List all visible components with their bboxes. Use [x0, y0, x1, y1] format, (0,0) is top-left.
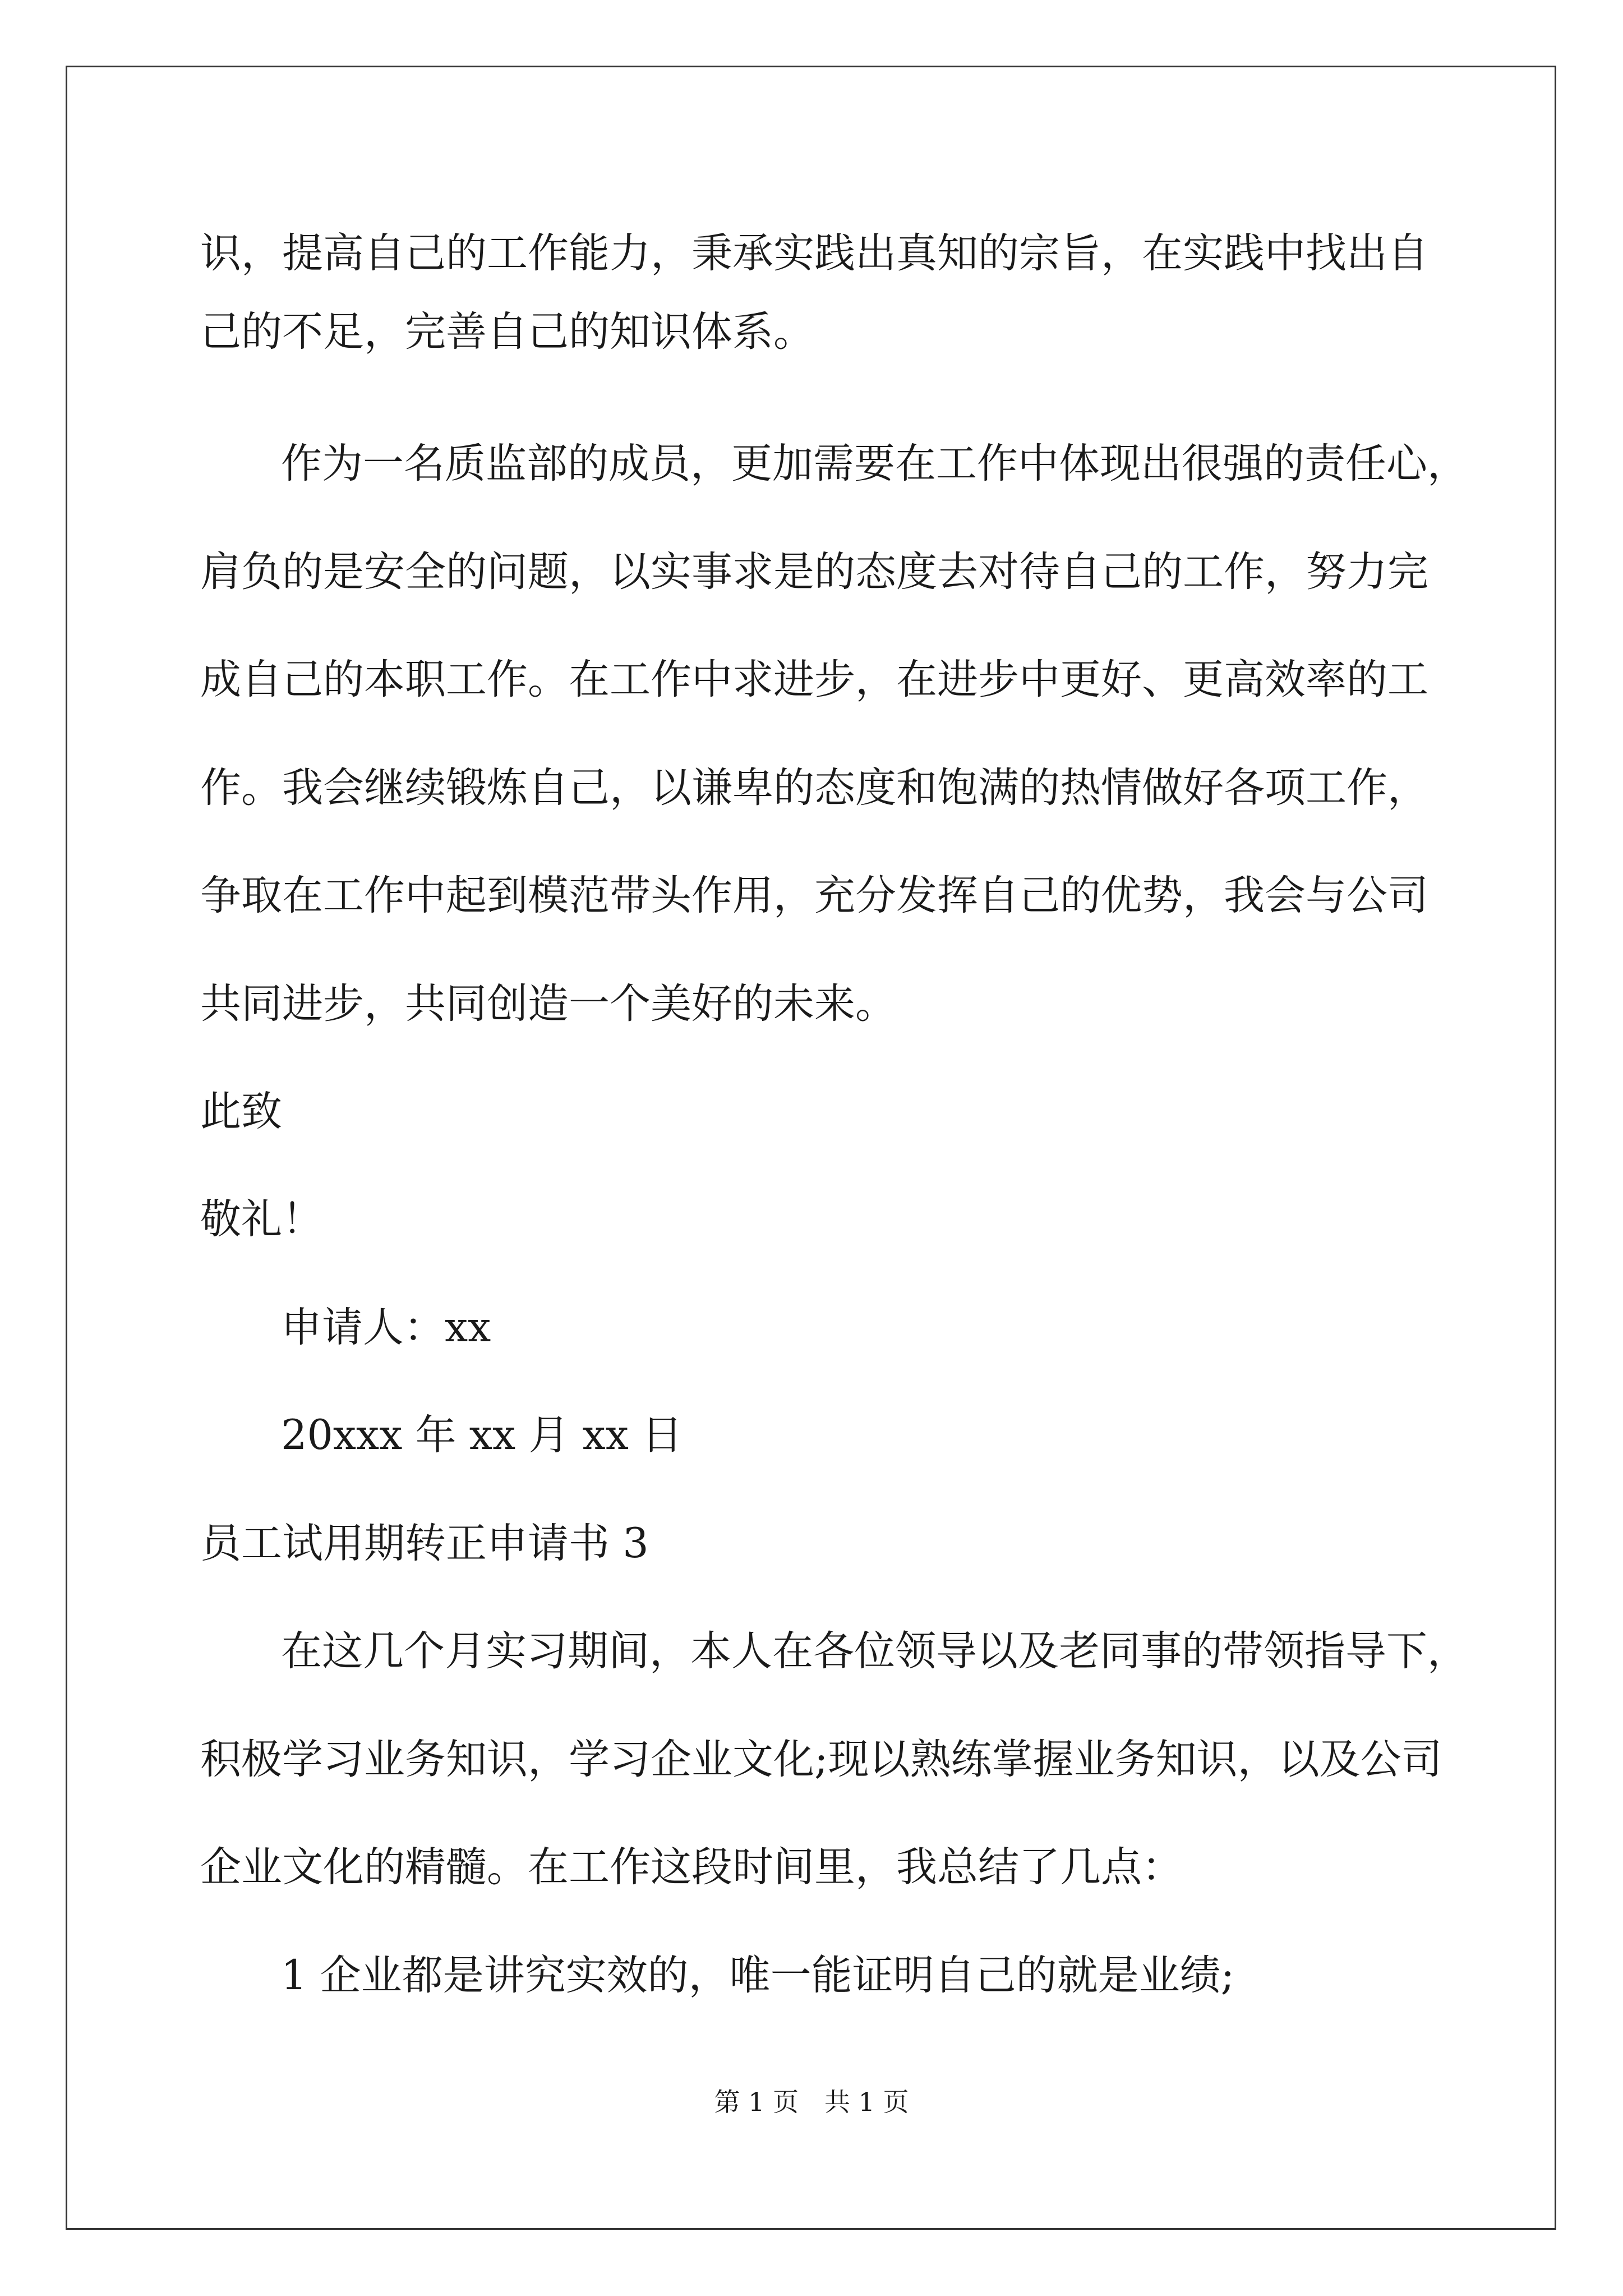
section-heading: 员工试用期转正申请书 3 [200, 1520, 649, 1567]
page-border [66, 66, 1556, 2230]
paragraph-line: 作为一名质监部的成员，更加需要在工作中体现出很强的责任心， [281, 440, 1468, 487]
paragraph-line: 积极学习业务知识，学习企业文化;现以熟练掌握业务知识，以及公司 [200, 1736, 1442, 1783]
page-footer: 第 1 页 共 1 页 [714, 2087, 909, 2117]
applicant-line: 申请人：xx [281, 1304, 491, 1351]
paragraph-line: 争取在工作中起到模范带头作用，充分发挥自己的优势，我会与公司 [200, 872, 1428, 919]
paragraph-line: 识，提高自己的工作能力，秉承实践出真知的宗旨，在实践中找出自 [200, 229, 1428, 277]
paragraph-line: 企业文化的精髓。在工作这段时间里，我总结了几点： [200, 1843, 1183, 1891]
salutation-line: 敬礼！ [200, 1195, 323, 1243]
paragraph-line: 作。我会继续锻炼自己，以谦卑的态度和饱满的热情做好各项工作， [200, 764, 1428, 812]
paragraph-line: 1 企业都是讲究实效的，唯一能证明自己的就是业绩; [281, 1952, 1235, 1999]
date-line: 20xxx 年 xx 月 xx 日 [281, 1411, 683, 1459]
paragraph-line: 肩负的是安全的问题，以实事求是的态度去对待自己的工作，努力完 [200, 548, 1428, 596]
paragraph-line: 共同进步，共同创造一个美好的未来。 [200, 980, 896, 1028]
paragraph-line: 己的不足，完善自己的知识体系。 [200, 308, 814, 356]
salutation-line: 此致 [200, 1088, 282, 1135]
paragraph-line: 成自己的本职工作。在工作中求进步，在进步中更好、更高效率的工 [200, 656, 1428, 703]
paragraph-line: 在这几个月实习期间，本人在各位领导以及老同事的带领指导下， [281, 1627, 1468, 1675]
